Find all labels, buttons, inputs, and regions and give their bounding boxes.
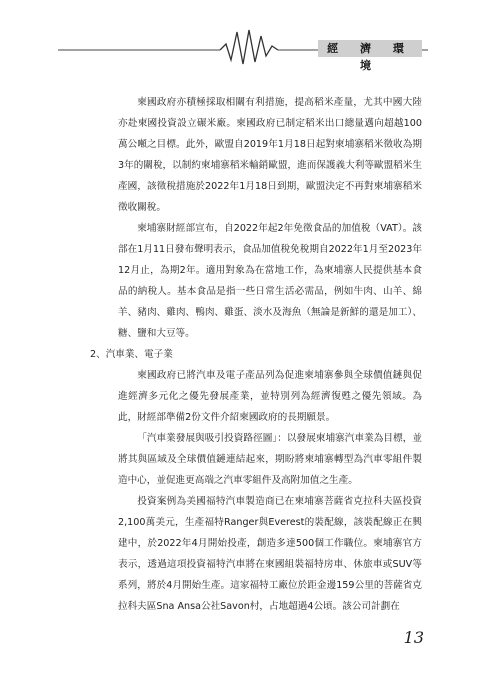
page-header	[0, 0, 480, 70]
page-number: 13	[403, 628, 424, 647]
section-label: 經 濟 環 境	[327, 42, 413, 72]
paragraph-priority-industries: 柬國政府已將汽車及電子產品列為促進柬埔寨參與全球價值鏈與促進經濟多元化之優先發展產業，並特別列為經濟復甦之優先領域。為此，財經部準備2份文件介紹柬國政府的長期願景。	[118, 370, 422, 423]
list-item-heading: 2、汽車業、電子業	[90, 349, 173, 360]
paragraph-automotive-roadmap: 「汽車業發展與吸引投資路徑圖」：以發展柬埔寨汽車業為目標，並將其與區域及全球價值鏈連結起來，期盼將柬埔寨轉型為汽車零組件製造中心，並促進更高端之汽車零組件及高附加值之生產。	[118, 433, 422, 486]
header-heartbeat-decoration	[0, 0, 480, 70]
paragraph-vat-exemption: 柬埔寨財經部宣布，自2022年起2年免徵食品的加值稅（VAT）。該部在1月11日發布聲明表示，食品加值稅免稅期自2022年1月至2023年12月止，為期2年。適用對象為在當地工作，為柬埔寨人民提供基本食品的納稅人。基本食品是指一些日常生活必需品，例如牛肉、山羊、綿羊、豬肉、雞肉、鴨肉、雞蛋、淡水及海魚（無論是新鮮的還是加工）、糖、鹽和大豆等。	[118, 223, 422, 339]
paragraph-rice-tariff: 柬國政府亦積極採取相關有利措施，提高稻米產量，尤其中國大陸亦赴柬國投資設立碾米廠。柬國政府已制定稻米出口總量邁向超越100萬公噸之目標。此外，歐盟自2019年1月18日起對柬埔寨稻米徵收為期3年的關稅，以制約柬埔寨稻米輸銷歐盟，進而保護義大利等歐盟稻米生產國，該徵稅措施於2022年1月18日到期，歐盟決定不再對柬埔寨稻米徵收關稅。	[118, 97, 422, 213]
paragraph-ford-investment: 投資案例為美國福特汽車製造商已在柬埔寨菩薩省克拉科夫區投資2,100萬美元，生產福特Ranger與Everest的裝配線，該裝配線正在興建中，於2022年4月開始投產，創造多達500個工作職位。柬埔寨官方表示，透過這項投資福特汽車將在柬國組裝福特房車、休旅車或SUV等系列，將於4月開始生產。這家福特工廠位於距金邊159公里的菩薩省克拉科夫區Sna Ansa公社Savon村，占地超過4公頃。該公司計劃在	[118, 496, 422, 612]
page-body	[90, 92, 422, 617]
